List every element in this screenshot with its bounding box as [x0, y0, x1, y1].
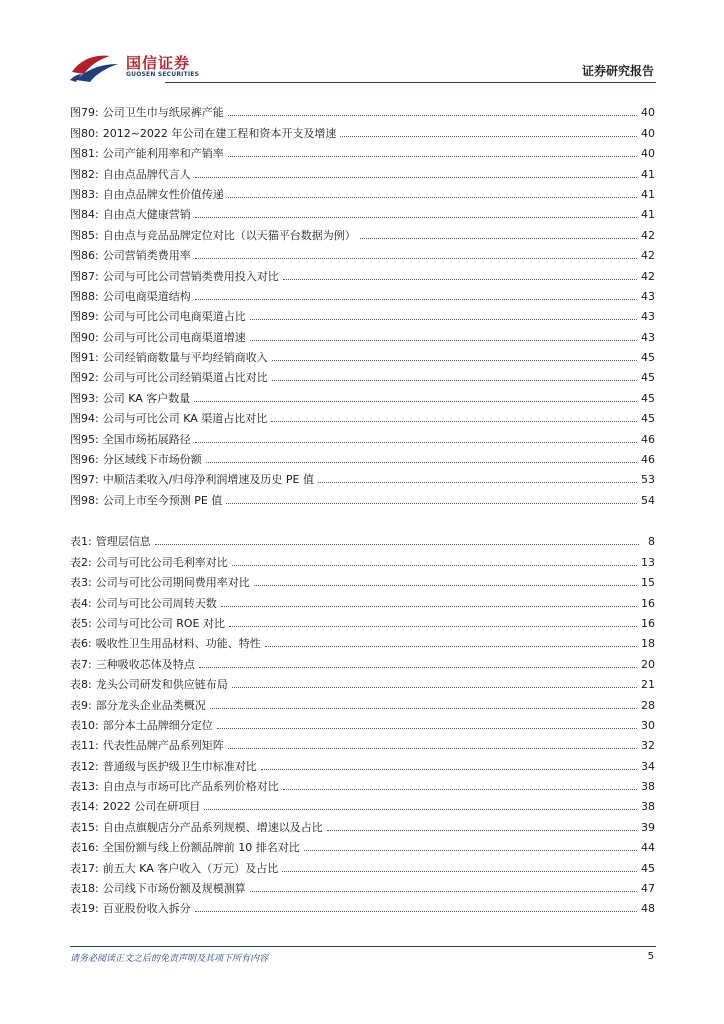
toc-entry-title: 前五大 KA 客户收入（万元）及占比: [102, 861, 279, 875]
toc-leader-dots: [228, 115, 637, 116]
toc-entry-title: 2022 公司在研项目: [102, 800, 201, 814]
toc-entry-label: 图83:: [70, 187, 99, 201]
toc-entry-title: 2012~2022 年公司在建工程和资本开支及增速: [102, 126, 337, 140]
toc-entry-label: 图90:: [70, 330, 99, 344]
toc-entry-title: 自由点品牌代言人: [102, 167, 191, 181]
toc-leader-dots: [271, 421, 637, 422]
toc-leader-dots: [232, 565, 637, 566]
toc-entry-page: 13: [641, 555, 655, 569]
toc-entry-label: 图88:: [70, 289, 99, 303]
toc-entry-label: 表12:: [70, 759, 99, 773]
toc-entry-title: 自由点与市场可比产品系列价格对比: [102, 780, 279, 794]
toc-entry-page: 40: [641, 147, 655, 161]
toc-entry-page: 38: [641, 780, 655, 794]
logo-chinese-name: 国信证券: [126, 54, 191, 72]
toc-entry-title: 分区域线下市场份额: [102, 453, 202, 467]
toc-leader-dots: [194, 401, 637, 402]
toc-leader-dots: [250, 340, 637, 341]
toc-entry-page: 48: [641, 902, 655, 916]
figure-index-entry[interactable]: [70, 347, 655, 367]
toc-leader-dots: [226, 503, 637, 504]
footer-divider: [70, 946, 656, 947]
toc-entry-page: 53: [641, 473, 655, 487]
toc-entry-page: 54: [641, 493, 655, 507]
figure-index-entry[interactable]: [70, 143, 655, 163]
figure-index-entry[interactable]: [70, 326, 655, 346]
toc-entry-page: 45: [641, 371, 655, 385]
toc-entry-title: 自由点大健康营销: [102, 208, 191, 222]
toc-entry-title: 代表性品牌产品系列矩阵: [102, 739, 224, 753]
toc-leader-dots: [221, 606, 637, 607]
toc-leader-dots: [250, 319, 637, 320]
toc-leader-dots: [217, 728, 637, 729]
toc-leader-dots: [283, 279, 637, 280]
toc-entry-label: 表11:: [70, 739, 99, 753]
table-index-entry[interactable]: [70, 715, 655, 735]
figure-index-entry[interactable]: [70, 163, 655, 183]
toc-entry-label: 表5:: [70, 616, 92, 630]
figure-index-entry[interactable]: [70, 306, 655, 326]
toc-entry-page: 45: [641, 861, 655, 875]
table-index-entry[interactable]: [70, 633, 655, 653]
toc-entry-page: 40: [641, 126, 655, 140]
toc-entry-label: 表2:: [70, 555, 92, 569]
toc-entry-page: 39: [641, 820, 655, 834]
toc-entry-title: 公司经销商数量与平均经销商收入: [102, 351, 268, 365]
toc-entry-label: 图92:: [70, 371, 99, 385]
toc-leader-dots: [195, 177, 637, 178]
figure-index-entry[interactable]: [70, 245, 655, 265]
toc-leader-dots: [195, 299, 637, 300]
toc-leader-dots: [195, 258, 637, 259]
toc-entry-title: 公司线下市场份额及规模测算: [102, 882, 246, 896]
toc-leader-dots: [232, 687, 637, 688]
toc-entry-title: 公司与可比公司周转天数: [95, 596, 217, 610]
figure-index-entry[interactable]: [70, 367, 655, 387]
toc-entry-label: 表13:: [70, 780, 99, 794]
toc-leader-dots: [210, 708, 637, 709]
toc-entry-page: 45: [641, 391, 655, 405]
toc-entry-label: 表3:: [70, 576, 92, 590]
toc-leader-dots: [254, 585, 637, 586]
toc-entry-page: 40: [641, 106, 655, 120]
table-index-entry[interactable]: [70, 531, 655, 551]
toc-leader-dots: [195, 911, 637, 912]
figure-index-entry[interactable]: [70, 387, 655, 407]
toc-entry-label: 图85:: [70, 228, 99, 242]
table-index-entry[interactable]: [70, 694, 655, 714]
toc-leader-dots: [272, 360, 637, 361]
toc-entry-label: 图91:: [70, 351, 99, 365]
toc-entry-label: 表10:: [70, 718, 99, 732]
header-divider: [165, 82, 656, 83]
toc-entry-title: 普通级与医护级卫生巾标准对比: [102, 759, 257, 773]
toc-entry-title: 吸收性卫生用品材料、功能、特性: [95, 637, 261, 651]
table-index-list: [70, 531, 655, 918]
toc-leader-dots: [261, 769, 637, 770]
toc-entry-page: 32: [641, 739, 655, 753]
figure-index-entry[interactable]: [70, 449, 655, 469]
toc-entry-label: 图89:: [70, 310, 99, 324]
toc-entry-label: 图96:: [70, 453, 99, 467]
toc-entry-page: 16: [641, 596, 655, 610]
toc-entry-label: 图94:: [70, 412, 99, 426]
toc-leader-dots: [195, 217, 637, 218]
toc-entry-page: 15: [641, 576, 655, 590]
table-index-entry[interactable]: [70, 755, 655, 775]
toc-entry-title: 公司与可比公司电商渠道增速: [102, 330, 246, 344]
toc-entry-label: 图82:: [70, 167, 99, 181]
toc-leader-dots: [228, 156, 637, 157]
toc-entry-title: 管理层信息: [95, 535, 151, 549]
toc-entry-title: 全国份额与线上份额品牌前 10 排名对比: [102, 841, 300, 855]
toc-entry-title: 公司产能利用率和产销率: [102, 147, 224, 161]
toc-entry-page: 42: [641, 249, 655, 263]
toc-entry-label: 图93:: [70, 391, 99, 405]
table-index-entry[interactable]: [70, 796, 655, 816]
toc-entry-page: 45: [641, 412, 655, 426]
figure-index-entry[interactable]: [70, 265, 655, 285]
toc-entry-label: 表4:: [70, 596, 92, 610]
toc-entry-title: 自由点品牌女性价值传递: [102, 187, 224, 201]
toc-leader-dots: [304, 850, 637, 851]
table-index-entry[interactable]: [70, 816, 655, 836]
page-header: [0, 0, 724, 90]
toc-leader-dots: [204, 809, 637, 810]
toc-entry-label: 图95:: [70, 432, 99, 446]
toc-entry-label: 表15:: [70, 820, 99, 834]
toc-leader-dots: [265, 646, 637, 647]
toc-entry-page: 41: [641, 208, 655, 222]
logo-english-name: GUOSEN SECURITIES: [126, 71, 200, 78]
toc-entry-title: 公司与可比公司经销渠道占比对比: [102, 371, 268, 385]
footer-disclaimer: 请务必阅读正文之后的免责声明及其项下所有内容: [70, 954, 269, 964]
toc-entry-page: 43: [641, 330, 655, 344]
table-index-entry[interactable]: [70, 572, 655, 592]
toc-leader-dots: [195, 442, 637, 443]
toc-entry-title: 公司与可比公司 KA 渠道占比对比: [102, 412, 268, 426]
figure-index-entry[interactable]: [70, 489, 655, 509]
figure-index-entry[interactable]: [70, 102, 655, 122]
toc-entry-title: 自由点与竞品品牌定位对比（以天猫平台数据为例）: [102, 228, 356, 242]
toc-entry-title: 百亚股份收入拆分: [102, 902, 191, 916]
toc-entry-page: 21: [641, 678, 655, 692]
toc-entry-page: 28: [641, 698, 655, 712]
figure-index-entry[interactable]: [70, 184, 655, 204]
toc-entry-label: 表14:: [70, 800, 99, 814]
toc-entry-title: 公司与可比公司毛利率对比: [95, 555, 228, 569]
table-index-entry[interactable]: [70, 857, 655, 877]
table-index-entry[interactable]: [70, 837, 655, 857]
toc-entry-label: 图80:: [70, 126, 99, 140]
toc-entry-page: 43: [641, 310, 655, 324]
table-index-entry[interactable]: [70, 898, 655, 918]
toc-entry-page: 16: [641, 616, 655, 630]
toc-entry-page: 47: [641, 882, 655, 896]
toc-entry-page: 46: [641, 432, 655, 446]
toc-entry-title: 公司与可比公司 ROE 对比: [95, 616, 225, 630]
toc-entry-page: 41: [641, 167, 655, 181]
toc-leader-dots: [282, 871, 637, 872]
guosen-logo-icon: [70, 50, 122, 84]
figure-index-entry[interactable]: [70, 408, 655, 428]
table-index-entry[interactable]: [70, 878, 655, 898]
toc-leader-dots: [283, 789, 637, 790]
toc-entry-label: 图79:: [70, 106, 99, 120]
toc-entry-title: 公司卫生巾与纸尿裤产能: [102, 106, 224, 120]
figure-index-entry[interactable]: [70, 428, 655, 448]
toc-leader-dots: [228, 748, 637, 749]
toc-entry-label: 表19:: [70, 902, 99, 916]
report-type-label: 证券研究报告: [581, 64, 654, 78]
toc-entry-label: 表7:: [70, 657, 92, 671]
company-logo: [70, 50, 230, 84]
figure-index-entry[interactable]: [70, 224, 655, 244]
toc-entry-label: 表1:: [70, 535, 92, 549]
page-number: 5: [647, 951, 654, 962]
toc-entry-title: 公司 KA 客户数量: [102, 391, 191, 405]
toc-entry-title: 公司与可比公司营销类费用投入对比: [102, 269, 279, 283]
toc-entry-page: 8: [648, 535, 655, 549]
toc-entry-label: 图98:: [70, 493, 99, 507]
toc-leader-dots: [250, 891, 637, 892]
table-index-entry[interactable]: [70, 653, 655, 673]
toc-leader-dots: [199, 667, 637, 668]
toc-entry-page: 46: [641, 453, 655, 467]
table-index-entry[interactable]: [70, 551, 655, 571]
toc-entry-title: 公司营销类费用率: [102, 249, 191, 263]
toc-entry-title: 公司电商渠道结构: [102, 289, 191, 303]
toc-entry-title: 中顺洁柔收入/归母净利润增速及历史 PE 值: [102, 473, 314, 487]
toc-entry-label: 表9:: [70, 698, 92, 712]
toc-entry-page: 41: [641, 187, 655, 201]
figure-index-entry[interactable]: [70, 469, 655, 489]
toc-entry-label: 表18:: [70, 882, 99, 896]
toc-entry-title: 龙头公司研发和供应链布局: [95, 678, 228, 692]
toc-leader-dots: [228, 197, 637, 198]
toc-entry-label: 图81:: [70, 147, 99, 161]
figure-index-entry[interactable]: [70, 204, 655, 224]
toc-entry-title: 全国市场拓展路径: [102, 432, 191, 446]
toc-entry-page: 42: [641, 228, 655, 242]
toc-entry-page: 44: [641, 841, 655, 855]
toc-leader-dots: [340, 136, 637, 137]
toc-entry-title: 部分本土品牌细分定位: [102, 718, 213, 732]
toc-leader-dots: [206, 462, 637, 463]
toc-entry-page: 43: [641, 289, 655, 303]
toc-entry-label: 表8:: [70, 678, 92, 692]
figure-index-entry[interactable]: [70, 286, 655, 306]
toc-entry-page: 20: [641, 657, 655, 671]
toc-entry-label: 表17:: [70, 861, 99, 875]
table-index-entry[interactable]: [70, 735, 655, 755]
toc-entry-page: 38: [641, 800, 655, 814]
toc-leader-dots: [155, 544, 639, 545]
figure-index-entry[interactable]: [70, 122, 655, 142]
toc-leader-dots: [327, 830, 637, 831]
toc-entry-label: 图97:: [70, 473, 99, 487]
table-index-entry[interactable]: [70, 613, 655, 633]
table-index-entry[interactable]: [70, 592, 655, 612]
toc-entry-title: 公司与可比公司电商渠道占比: [102, 310, 246, 324]
table-index-entry[interactable]: [70, 674, 655, 694]
toc-entry-title: 自由点旗舰店分产品系列规模、增速以及占比: [102, 820, 323, 834]
toc-leader-dots: [360, 238, 637, 239]
toc-entry-title: 公司上市至今预测 PE 值: [102, 493, 223, 507]
toc-entry-label: 表16:: [70, 841, 99, 855]
toc-leader-dots: [272, 380, 637, 381]
toc-entry-page: 18: [641, 637, 655, 651]
toc-entry-title: 三种吸收芯体及特点: [95, 657, 195, 671]
toc-entry-label: 图86:: [70, 249, 99, 263]
toc-entry-title: 部分龙头企业品类概况: [95, 698, 206, 712]
toc-entry-label: 图84:: [70, 208, 99, 222]
toc-entry-page: 42: [641, 269, 655, 283]
figure-index-list: [70, 102, 655, 510]
toc-entry-label: 表6:: [70, 637, 92, 651]
toc-entry-page: 30: [641, 718, 655, 732]
toc-entry-title: 公司与可比公司期间费用率对比: [95, 576, 250, 590]
toc-leader-dots: [318, 482, 637, 483]
toc-entry-label: 图87:: [70, 269, 99, 283]
toc-entry-page: 45: [641, 351, 655, 365]
toc-entry-page: 34: [641, 759, 655, 773]
toc-leader-dots: [229, 626, 637, 627]
table-index-entry[interactable]: [70, 776, 655, 796]
